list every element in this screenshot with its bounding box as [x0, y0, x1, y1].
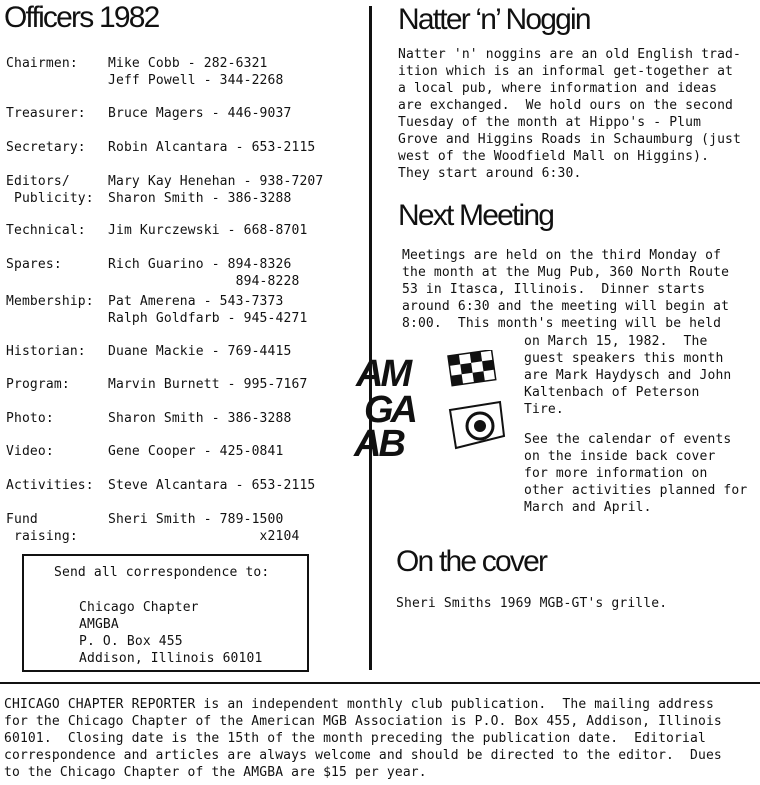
officer-role-label: Program: — [6, 377, 70, 392]
officer-name-phone: Jim Kurczewski - 668-8701 — [108, 223, 308, 238]
officer-name-phone: Duane Mackie - 769-4415 — [108, 344, 292, 359]
amgba-logo — [352, 350, 512, 460]
next-meeting-body: Meetings are held on the third Monday of the month at the Mug Pub, 360 North Route 53 in Itasca, Illinois. Dinner starts around 6:30 and the meeting will begin at 8:00. This month's meeting will be held — [402, 248, 730, 331]
cover-title: On the cover — [396, 545, 547, 578]
officer-role-label: Secretary: — [6, 140, 86, 155]
officer-name-phone: Mary Kay Henehan - 938-7207 Sharon Smith - 386-3288 — [108, 174, 324, 206]
officer-name-phone: Steve Alcantara - 653-2115 — [108, 478, 316, 493]
calendar-note: See the calendar of events on the inside back cover for more information on other activities planned for March and April. — [524, 432, 748, 515]
officer-role-label: Membership: — [6, 294, 94, 309]
footer-divider — [0, 682, 760, 684]
officer-role-label: Spares: — [6, 257, 62, 272]
next-meeting-title: Next Meeting — [398, 199, 554, 232]
column-divider — [369, 6, 372, 670]
publication-footer: CHICAGO CHAPTER REPORTER is an independent monthly club publication. The mailing address for the Chicago Chapter of the American MGB Association is P.O. Box 455, Addison, Illinois 60101. Closing date is the 15th of the month preceding the publication date. Editorial correspondence and articles are always welcome and should be directed to the editor. Dues to the Chicago Chapter of the AMGBA are $15 per year. — [4, 697, 722, 780]
officer-name-phone: Bruce Magers - 446-9037 — [108, 106, 292, 121]
officer-role-label: Video: — [6, 444, 54, 459]
officer-role-label: Treasurer: — [6, 106, 86, 121]
natter-body: Natter 'n' noggins are an old English trad- ition which is an informal get-together at a local pub, where information and ideas are exchanged. We hold ours on the second Tuesday of the month at Hippo's - Plum Grove and Higgins Roads in Schaumburg (just west of the Woodfield Mall on Higgins). They start around 6:30. — [398, 47, 741, 181]
logo-letters-middle: GA — [364, 389, 415, 431]
officer-role-label: Technical: — [6, 223, 86, 238]
officer-name-phone: Marvin Burnett - 995-7167 — [108, 377, 308, 392]
mg-badge-icon — [450, 402, 504, 448]
officer-role-label: Historian: — [6, 344, 86, 359]
officer-name-phone: Rich Guarino - 894-8326 894-8228 — [108, 257, 300, 289]
next-meeting-details: on March 15, 1982. The guest speakers this month are Mark Haydysch and John Kaltenbach of Peterson Tire. — [524, 334, 732, 417]
correspondence-heading: Send all correspondence to: — [54, 565, 270, 580]
officer-role-label: Activities: — [6, 478, 94, 493]
officer-name-phone: Robin Alcantara - 653-2115 — [108, 140, 316, 155]
officer-name-phone: Sheri Smith - 789-1500 x2104 — [108, 512, 300, 544]
officer-role-label: Fund raising: — [6, 512, 78, 544]
officer-role-label: Photo: — [6, 411, 54, 426]
checkered-flag-icon — [448, 350, 496, 386]
officer-name-phone: Sharon Smith - 386-3288 — [108, 411, 292, 426]
natter-title: Natter ‘n’ Noggin — [398, 3, 590, 36]
logo-letters-top: AM — [356, 353, 410, 395]
officers-title: Officers 1982 — [4, 1, 159, 34]
officer-name-phone: Gene Cooper - 425-0841 — [108, 444, 284, 459]
cover-body: Sheri Smiths 1969 MGB-GT's grille. — [396, 596, 668, 611]
officer-name-phone: Mike Cobb - 282-6321 Jeff Powell - 344-2268 — [108, 56, 284, 88]
logo-letters-bottom: AB — [354, 423, 403, 460]
correspondence-address: Chicago Chapter AMGBA P. O. Box 455 Addison, Illinois 60101 — [79, 600, 263, 666]
officer-role-label: Editors/ Publicity: — [6, 174, 94, 206]
officer-name-phone: Pat Amerena - 543-7373 Ralph Goldfarb - 945-4271 — [108, 294, 308, 326]
officer-role-label: Chairmen: — [6, 56, 78, 71]
correspondence-box — [22, 554, 309, 672]
